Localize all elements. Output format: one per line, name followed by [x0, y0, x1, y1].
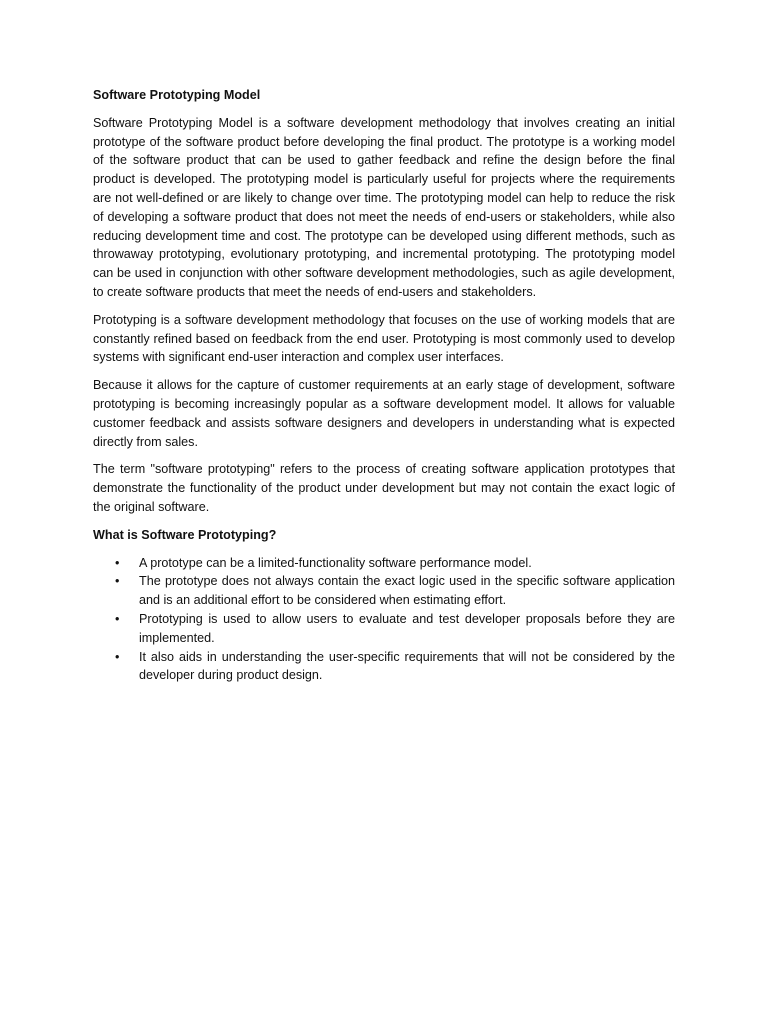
paragraph-prototyping-focus: Prototyping is a software development methodology that focuses on the use of working models that are constantly refined based on feedback from the end user. Prototyping is most commonly used to develop systems with significant end-user interaction and complex user interfaces. [93, 312, 675, 365]
list-item [93, 648, 675, 686]
section-subheading: What is Software Prototyping? [93, 527, 277, 542]
paragraph-intro: Software Prototyping Model is a software development methodology that involves creating an initial prototype of the software product before developing the final product. The prototype is a working model of the software product that can be used to gather feedback and refine the design before the final product is developed. The prototyping model is particularly useful for projects where the requirements are not well-defined or are likely to change over time. The prototyping model can help to reduce the risk of developing a software product that does not meet the needs of end-users or stakeholders, while also reducing development time and cost. The prototype can be developed using different methods, such as throwaway prototyping, evolutionary prototyping, and incremental prototyping. The prototyping model can be used in conjunction with other software development methodologies, such as agile development, to create software products that meet the needs of end-users and stakeholders. [93, 115, 675, 299]
list-item-text: The prototype does not always contain the exact logic used in the specific software application and is an additional effort to be considered when estimating effort. [139, 574, 675, 608]
list-item-text: It also aids in understanding the user-specific requirements that will not be considered by the developer during product design. [139, 649, 675, 683]
list-item [93, 554, 675, 573]
list-item-text: Prototyping is used to allow users to evaluate and test developer proposals before they are implemented. [139, 611, 675, 645]
bullet-icon: • [115, 574, 120, 589]
bullet-icon: • [115, 611, 120, 626]
paragraph-term-definition: The term "software prototyping" refers to the process of creating software application prototypes that demonstrate the functionality of the product under development but may not contain the exact logic of the original software. [93, 462, 675, 514]
bullet-icon: • [115, 555, 120, 570]
document-page [93, 86, 675, 685]
paragraph-popularity: Because it allows for the capture of customer requirements at an early stage of development, software prototyping is becoming increasingly popular as a software development model. It allows for valuable customer feedback and assists software designers and developers in understanding what is expected directly from sales. [93, 378, 675, 449]
bullet-icon: • [115, 649, 120, 664]
list-item [93, 610, 675, 648]
bullet-list [93, 554, 675, 686]
list-item [93, 572, 675, 610]
list-item-text: A prototype can be a limited-functionality software performance model. [139, 555, 532, 570]
document-title: Software Prototyping Model [93, 88, 261, 102]
